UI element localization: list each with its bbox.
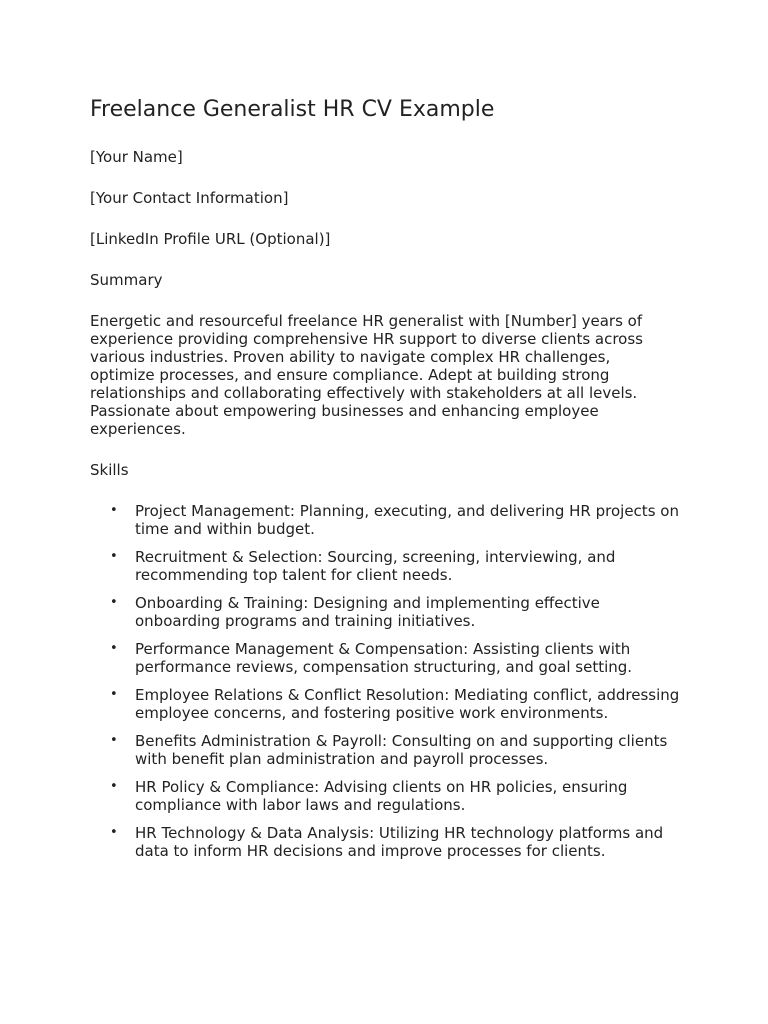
name-placeholder: [Your Name] xyxy=(90,148,183,166)
bullet-icon: • xyxy=(110,595,118,610)
skill-text: Project Management: Planning, executing, and delivering HR projects on time and within budget. xyxy=(135,502,679,538)
bullet-icon: • xyxy=(110,825,118,840)
skills-list xyxy=(90,502,678,860)
skill-item xyxy=(90,824,680,860)
skill-text: Employee Relations & Conflict Resolution: Mediating conflict, addressing employee concerns, and fostering positive work environments. xyxy=(135,686,680,722)
skill-item xyxy=(90,594,680,630)
skill-item xyxy=(90,548,680,584)
contact-placeholder: [Your Contact Information] xyxy=(90,189,289,207)
bullet-icon: • xyxy=(110,549,118,564)
bullet-icon: • xyxy=(110,503,118,518)
skill-item xyxy=(90,778,680,814)
skill-item xyxy=(90,502,680,538)
linkedin-placeholder: [LinkedIn Profile URL (Optional)] xyxy=(90,230,331,248)
bullet-icon: • xyxy=(110,641,118,656)
skill-item xyxy=(90,732,680,768)
skill-text: Recruitment & Selection: Sourcing, screening, interviewing, and recommending top talent for client needs. xyxy=(135,548,616,584)
bullet-icon: • xyxy=(110,687,118,702)
bullet-icon: • xyxy=(110,779,118,794)
skill-item xyxy=(90,686,680,722)
skill-text: HR Technology & Data Analysis: Utilizing HR technology platforms and data to inform HR decisions and improve processes for clients. xyxy=(135,824,664,860)
skills-heading: Skills xyxy=(90,461,129,479)
skill-text: HR Policy & Compliance: Advising clients on HR policies, ensuring compliance with labor laws and regulations. xyxy=(135,778,628,814)
bullet-icon: • xyxy=(110,733,118,748)
summary-text: Energetic and resourceful freelance HR generalist with [Number] years of experience providing comprehensive HR support to diverse clients across various industries. Proven ability to navigate complex HR challenges, optimize processes, and ensure compliance. Adept at building strong relationships and collaborating effectively with stakeholders at all levels. Passionate about empowering businesses and enhancing employee experiences. xyxy=(90,312,643,438)
summary-heading: Summary xyxy=(90,271,163,289)
skill-text: Benefits Administration & Payroll: Consulting on and supporting clients with benefit plan administration and payroll processes. xyxy=(135,732,668,768)
skill-item xyxy=(90,640,680,676)
skill-text: Performance Management & Compensation: Assisting clients with performance reviews, compensation structuring, and goal setting. xyxy=(135,640,633,676)
skill-text: Onboarding & Training: Designing and implementing effective onboarding programs and training initiatives. xyxy=(135,594,600,630)
document-title: Freelance Generalist HR CV Example xyxy=(90,97,495,122)
